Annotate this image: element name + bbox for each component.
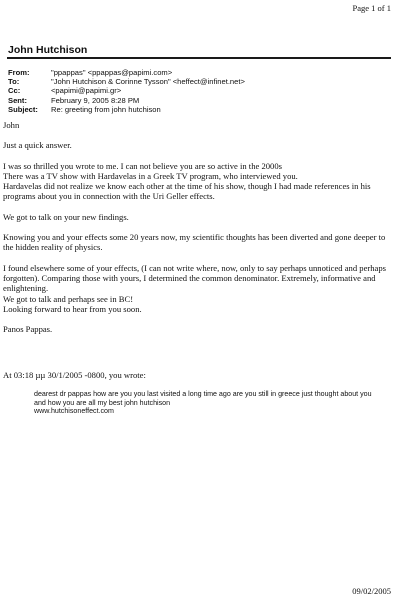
signature: Panos Pappas. [3, 324, 53, 335]
header-from-value: "ppappas" <ppappas@papimi.com> [51, 68, 173, 77]
header-subject-label: Subject: [8, 104, 38, 114]
header-to-value: "John Hutchison & Corinne Tysson" <heffect@infinet.net> [51, 77, 245, 87]
header-cc-value: <papimi@papimi.gr> [51, 86, 122, 96]
body-line: I was so thrilled you wrote to me. I can not believe you are so active in the 2000s [3, 160, 282, 171]
paragraph-tv-show [3, 161, 395, 202]
header-cc-row [8, 86, 245, 95]
quote-attribution: At 03:18 µµ 30/1/2005 -0800, you wrote: [3, 370, 146, 380]
message-body [3, 120, 395, 334]
header-divider [7, 57, 391, 59]
body-line: We got to talk and perhaps see in BC! [3, 293, 134, 304]
footer-date: 09/02/2005 [352, 586, 391, 596]
header-from-row [8, 68, 245, 77]
body-line: Looking forward to hear from you soon. [3, 303, 142, 314]
header-cc-label: Cc: [8, 86, 21, 96]
quoted-message [34, 390, 384, 416]
paragraph-scientific-thoughts: Knowing you and your effects some 20 years now, my scientific thoughts has been diverted and gone deeper to the hidden reality of physics. [3, 232, 386, 253]
paragraph-effects [3, 263, 395, 314]
email-header [8, 68, 245, 114]
body-line: I found elsewhere some of your effects, (I can not write where, now, only to say perhaps unnoticed and perhaps forgotten). Comparing those with yours, I determined the common denominator. Extremely, informative and enlightening. [3, 262, 387, 294]
body-line: Hardavelas did not realize we know each other at the time of his show, though I had made references in his programs about you in connection with the Uri Geller effects. [3, 181, 371, 202]
header-subject-row [8, 105, 245, 114]
page-number: Page 1 of 1 [352, 3, 391, 13]
quoted-body: dearest dr pappas how are you you last visited a long time ago are you still in greece just thought about you and how you are all my best john hutchison [34, 390, 372, 407]
header-sent-label: Sent: [8, 95, 27, 105]
header-from-label: From: [8, 68, 30, 77]
paragraph-new-findings: We got to talk on your new findings. [3, 211, 129, 222]
sender-name: John Hutchison [8, 44, 88, 56]
header-to-row [8, 77, 245, 86]
header-sent-row [8, 96, 245, 105]
paragraph-quick-answer: Just a quick answer. [3, 140, 72, 151]
header-to-label: To: [8, 77, 20, 87]
header-subject-value: Re: greeting from john hutchison [51, 104, 161, 114]
header-sent-value: February 9, 2005 8:28 PM [51, 95, 140, 105]
body-line: There was a TV show with Hardavelas in a Greek TV program, who interviewed you. [3, 170, 298, 181]
quoted-link[interactable]: www.hutchisoneffect.com [34, 407, 114, 416]
greeting: John [3, 120, 20, 130]
